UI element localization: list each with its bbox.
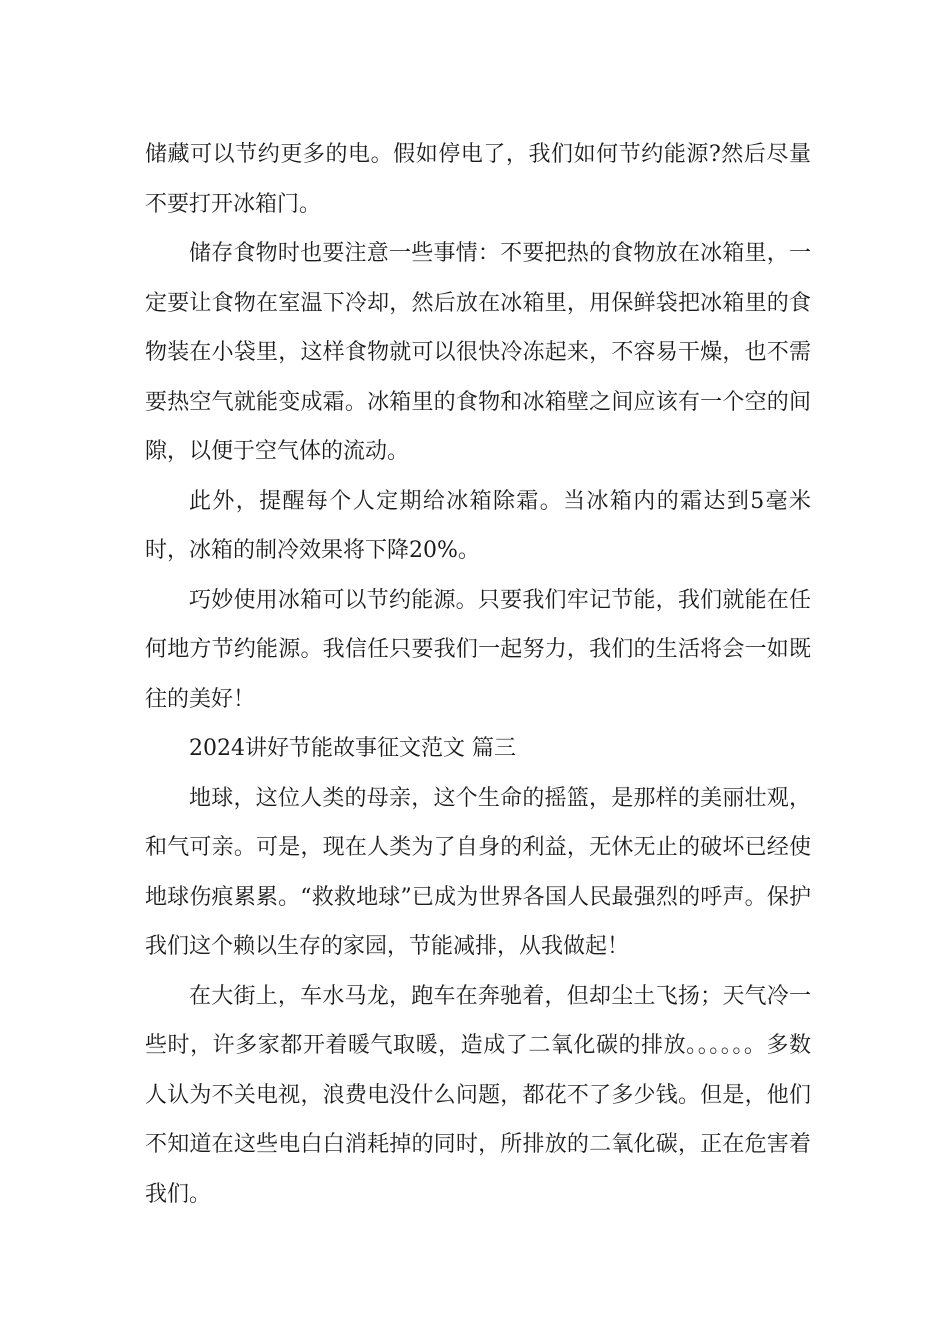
paragraph-street: 在大街上，车水马龙，跑车在奔驰着，但却尘土飞扬；天气冷一些时，许多家都开着暖气取暖，造成了二氧化碳的排放。。。。。。多数人认为不关电视，浪费电没什么问题，都花不了多少钱。但是，他们不知道在这些电白白消耗掉的同时，所排放的二氧化碳，正在危害着我们。 <box>145 983 811 1207</box>
paragraph-defrost: 此外，提醒每个人定期给冰箱除霜。当冰箱内的霜达到5毫米时，冰箱的制冷效果将下降20%。 <box>145 488 811 563</box>
paragraph-continued: 储藏可以节约更多的电。假如停电了，我们如何节约能源?然后尽量不要打开冰箱门。 <box>145 142 811 217</box>
paragraph-earth: 地球，这位人类的母亲，这个生命的摇篮，是那样的美丽壮观，和气可亲。可是，现在人类为了自身的利益，无休无止的破坏已经使地球伤痕累累。“救救地球”已成为世界各国人民最强烈的呼声。保护我们这个赖以生存的家园，节能减排，从我做起！ <box>145 785 811 959</box>
paragraph-conclusion: 巧妙使用冰箱可以节约能源。只要我们牢记节能，我们就能在任何地方节约能源。我信任只要我们一起努力，我们的生活将会一如既往的美好！ <box>145 587 811 712</box>
paragraph-food-storage: 储存食物时也要注意一些事情：不要把热的食物放在冰箱里，一定要让食物在室温下冷却，然后放在冰箱里，用保鲜袋把冰箱里的食物装在小袋里，这样食物就可以很快冷冻起来，不容易干燥，也不需要热空气就能变成霜。冰箱里的食物和冰箱壁之间应该有一个空的间隙，以便于空气体的流动。 <box>145 241 811 464</box>
document-body <box>145 130 811 1219</box>
section-heading: 2024讲好节能故事征文范文 篇三 <box>189 736 516 761</box>
